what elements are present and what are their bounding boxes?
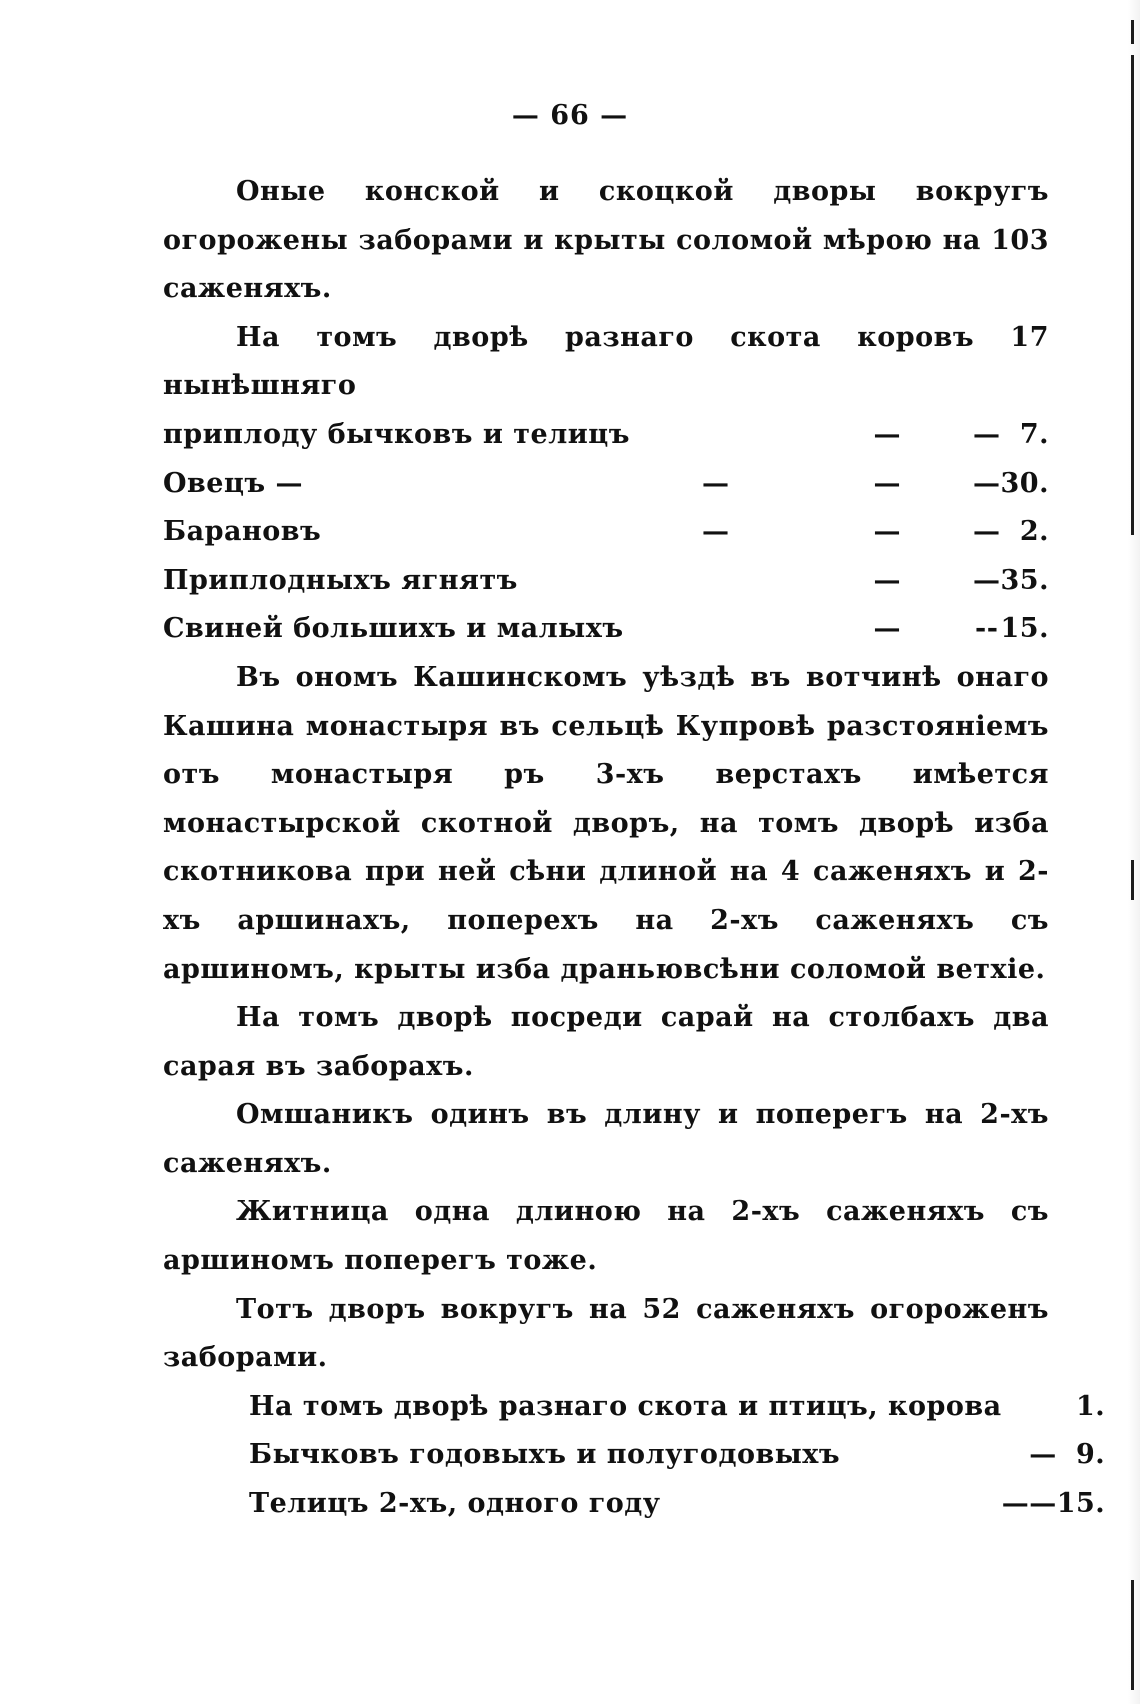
dash: — bbox=[973, 516, 1001, 548]
paragraph: На томъ дворѣ разнаго скота коровъ 17 нынѣшняго bbox=[163, 321, 1049, 402]
dash: -- bbox=[975, 613, 999, 645]
row-label: Свиней большихъ и малыхъ bbox=[163, 613, 624, 645]
row-label: Бычковъ годовыхъ и полугодовыхъ bbox=[249, 1439, 841, 1471]
dash bbox=[630, 557, 802, 606]
row-label: Телицъ 2-хъ, одного году bbox=[249, 1488, 661, 1520]
row-value: 30. bbox=[1000, 467, 1049, 499]
table-row bbox=[163, 605, 1049, 654]
dash: — bbox=[701, 467, 730, 499]
dash bbox=[630, 605, 802, 654]
table-row bbox=[163, 411, 1049, 460]
dash: — bbox=[873, 613, 901, 645]
row-value: 35. bbox=[1000, 564, 1049, 596]
page-edge bbox=[1128, 0, 1140, 1704]
dash bbox=[1002, 1431, 1030, 1480]
paragraph: Оные конской и скоцкой дворы вокругъ огорожены заборами и крыты соломой мѣрою на 103 саженяхъ. bbox=[163, 176, 1049, 305]
binding-edge-mark bbox=[1131, 860, 1134, 900]
row-label: Барановъ bbox=[163, 516, 322, 548]
row-label: Приплодныхъ ягнятъ bbox=[163, 564, 518, 596]
table-row bbox=[249, 1480, 1105, 1529]
dash: — bbox=[873, 564, 901, 596]
dash: — bbox=[1001, 1488, 1030, 1520]
row-label: приплоду бычковъ и телицъ bbox=[163, 418, 630, 450]
livestock-table bbox=[163, 411, 1049, 654]
dash: — bbox=[701, 516, 730, 548]
table-row bbox=[163, 557, 1049, 606]
paragraph: Омшаникъ одинъ въ длину и поперегъ на 2-хъ саженяхъ. bbox=[163, 1099, 1049, 1179]
dash bbox=[1029, 1383, 1057, 1432]
row-value: 15. bbox=[1000, 613, 1049, 645]
dash: — bbox=[873, 418, 901, 450]
paragraph: Житница одна длиною на 2-хъ саженяхъ съ аршиномъ поперегъ тоже. bbox=[163, 1196, 1049, 1277]
dash: — bbox=[1029, 1439, 1057, 1471]
dash: — bbox=[873, 467, 901, 499]
table-row bbox=[249, 1383, 1105, 1432]
livestock-table bbox=[249, 1383, 1105, 1529]
table-row bbox=[163, 460, 1049, 509]
table-row bbox=[249, 1431, 1105, 1480]
dash: — bbox=[1029, 1488, 1057, 1520]
page-number: — 66 — bbox=[511, 100, 629, 131]
table-row bbox=[163, 508, 1049, 557]
row-label: Овецъ — bbox=[163, 467, 304, 499]
paragraph: На томъ дворѣ посреди сарай на столбахъ два сарая въ заборахъ. bbox=[163, 1002, 1049, 1082]
row-value: 9. bbox=[1075, 1439, 1106, 1471]
page-body bbox=[163, 168, 1106, 1529]
paragraph: Въ ономъ Кашинскомъ уѣздѣ въ вотчинѣ онаго Кашина монастыря въ сельцѣ Купровѣ разстояніемъ отъ монастыря ръ 3-хъ верстахъ имѣется монастырской скотной дворъ, на томъ дворѣ изба скотникова при ней сѣни длиной на 4 саженяхъ и 2-хъ аршинахъ, поперехъ на 2-хъ саженяхъ съ аршиномъ, крыты изба драньювсѣни соломой ветхіе. bbox=[163, 661, 1049, 985]
dash: — bbox=[973, 418, 1001, 450]
row-value: 1. bbox=[1075, 1390, 1106, 1422]
binding-edge-mark bbox=[1131, 1580, 1134, 1690]
dash: — bbox=[973, 467, 1001, 499]
dash: — bbox=[973, 564, 1001, 596]
paragraph: Тотъ дворъ вокругъ на 52 саженяхъ огороженъ заборами. bbox=[163, 1293, 1049, 1374]
row-value: 2. bbox=[1019, 516, 1049, 548]
row-value: 7. bbox=[1019, 418, 1049, 450]
row-label: На томъ дворѣ разнаго скота и птицъ, корова bbox=[249, 1390, 1002, 1422]
dash bbox=[1002, 1383, 1030, 1432]
dash bbox=[630, 411, 802, 460]
dash: — bbox=[873, 516, 901, 548]
binding-edge-mark bbox=[1131, 20, 1134, 44]
row-value: 15. bbox=[1056, 1488, 1106, 1520]
